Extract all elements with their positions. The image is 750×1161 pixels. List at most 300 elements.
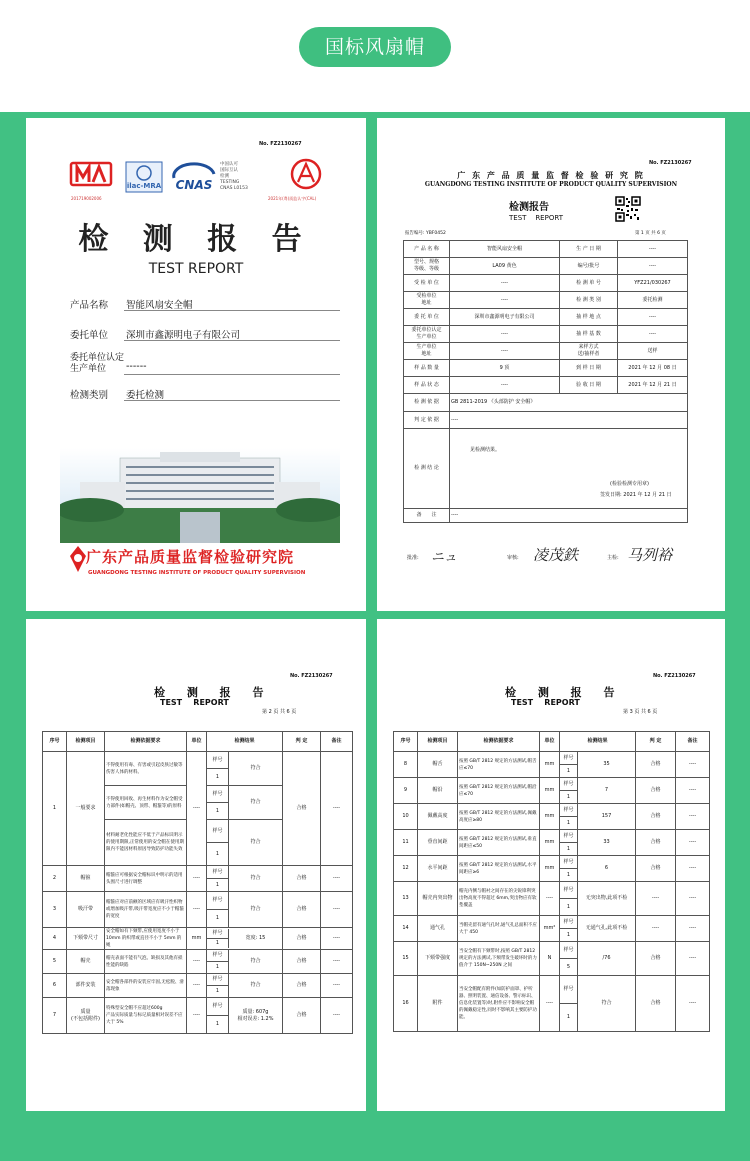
report-title-cn: 检测报告 bbox=[509, 202, 549, 213]
row-requirement: 按照 GB/T 2812 规定的方法测试,帽沿应≤70 bbox=[458, 778, 540, 804]
cnas-line: 中国认可 bbox=[220, 162, 238, 167]
sample-label: 样号 bbox=[207, 974, 228, 986]
result-cell bbox=[207, 752, 282, 785]
summary-label: 样 品 状 态 bbox=[404, 377, 450, 394]
results-page-2 bbox=[26, 619, 366, 1111]
row-judgement: 合格 bbox=[283, 998, 321, 1034]
row-number: 16 bbox=[394, 976, 418, 1032]
row-result bbox=[207, 752, 283, 786]
row-remark: ---- bbox=[321, 928, 353, 950]
row-result bbox=[207, 820, 283, 866]
ilac-mra-logo-icon bbox=[124, 160, 164, 196]
cma-logo-icon bbox=[68, 160, 114, 196]
table-row bbox=[394, 856, 710, 882]
result-value: 6 bbox=[578, 856, 636, 882]
row-item: 通气孔 bbox=[418, 916, 458, 942]
sample-number: 1 bbox=[215, 807, 220, 814]
report-title-cn: 检 测 报 告 bbox=[154, 686, 273, 699]
summary-label: 受 检 单 位 bbox=[404, 275, 450, 292]
sample-number: 1 bbox=[215, 988, 220, 994]
row-item: 一般要求 bbox=[67, 752, 105, 866]
row-requirement: 帽箍应可根据安全帽标识中明示的适用头围尺寸进行调整 bbox=[105, 866, 187, 892]
row-requirement: 按照 GB/T 2812 规定的方法测试,帽舌应≤70 bbox=[458, 752, 540, 778]
cover-title-en: TEST REPORT bbox=[148, 261, 244, 277]
sign-date: 签发日期: 2021 年 12 月 21 日 bbox=[600, 492, 672, 498]
row-unit: mm bbox=[540, 778, 560, 804]
qr-code-icon bbox=[615, 196, 641, 222]
field-value: 深圳市鑫源明电子有限公司 bbox=[124, 327, 340, 341]
sample-label: 样号 bbox=[207, 820, 228, 843]
report-number: No. FZ2130267 bbox=[649, 160, 692, 166]
column-header: 单位 bbox=[540, 732, 560, 752]
sample-label: 样号 bbox=[560, 752, 577, 765]
summary-label: 抽 样 地 点 bbox=[560, 309, 618, 326]
result-value: 符合 bbox=[250, 799, 261, 805]
row-remark: ---- bbox=[321, 998, 353, 1034]
sample-box bbox=[560, 752, 577, 777]
conclusion-label: 检 测 结 论 bbox=[404, 429, 450, 509]
summary-row bbox=[404, 326, 688, 343]
row-requirement: 帽壳内侧与帽衬之间存在的尖锐锋利突出物高度不得超过 6mm,突出物应有软垫覆盖 bbox=[458, 882, 540, 916]
summary-row bbox=[404, 377, 688, 394]
result-cell bbox=[207, 866, 282, 891]
conclusion-text: 见检测结果。 bbox=[470, 447, 501, 453]
row-unit: ---- bbox=[187, 950, 207, 974]
sample-col bbox=[207, 998, 229, 1033]
row-item: 吸汗带 bbox=[67, 892, 105, 928]
column-header: 序号 bbox=[394, 732, 418, 752]
row-judgement: 合格 bbox=[283, 928, 321, 950]
summary-value: ---- bbox=[618, 309, 688, 326]
result-value: 7 bbox=[578, 778, 636, 804]
sample-box bbox=[560, 976, 577, 1031]
sample-number: 1 bbox=[566, 931, 571, 938]
page-info: 第 2 页 共 6 页 bbox=[262, 709, 297, 715]
result-cell bbox=[207, 820, 282, 865]
row-unit: mm bbox=[540, 830, 560, 856]
summary-label: 样 品 数 量 bbox=[404, 360, 450, 377]
column-header: 单位 bbox=[187, 732, 207, 752]
row-item: 佩戴高度 bbox=[418, 804, 458, 830]
result-cell bbox=[207, 998, 282, 1033]
row-requirement: 当安全帽有下颏带时,按照 GB/T 2812 规定的方法测试,下颏带发生破坏时的力值介于 150N~250N 之间 bbox=[458, 942, 540, 976]
row-judgement: 合格 bbox=[636, 752, 676, 778]
table-row bbox=[394, 804, 710, 830]
cal-caption: 2021年(粤)质监认字(CAL) bbox=[268, 196, 317, 201]
cover-title-cn: 检 测 报 告 bbox=[78, 222, 314, 257]
sample-col bbox=[207, 892, 229, 927]
summary-value: 委托检测 bbox=[618, 292, 688, 309]
row-number: 14 bbox=[394, 916, 418, 942]
result-cell bbox=[207, 892, 282, 927]
summary-value: ---- bbox=[450, 377, 560, 394]
row-number: 12 bbox=[394, 856, 418, 882]
row-item: 部件安装 bbox=[67, 974, 105, 998]
row-requirement: 按照 GB/T 2812 规定的方法测试,水平间距应≥6 bbox=[458, 856, 540, 882]
column-header: 检测项目 bbox=[418, 732, 458, 752]
result-value: 符合 bbox=[250, 982, 261, 988]
sample-number: 1 bbox=[215, 881, 220, 888]
report-number: No. FZ2130267 bbox=[290, 673, 333, 679]
field-value: 委托检测 bbox=[124, 387, 340, 401]
page-info: 第 1 页 共 6 页 bbox=[635, 231, 666, 236]
column-header: 备注 bbox=[676, 732, 710, 752]
result-value: 符合 bbox=[578, 976, 636, 1032]
row-remark: ---- bbox=[676, 804, 710, 830]
logo-row bbox=[68, 158, 330, 206]
sample-label: 样号 bbox=[560, 856, 577, 869]
row-requirement: 安全帽如有下颏带,应使用宽度不小于 10mm 的织带或直径不小于 5mm 的绳 bbox=[105, 928, 187, 950]
summary-value: ---- bbox=[618, 241, 688, 258]
row-item: 垂直间距 bbox=[418, 830, 458, 856]
column-header: 序号 bbox=[43, 732, 67, 752]
sample-col bbox=[207, 974, 229, 997]
table-row bbox=[43, 998, 353, 1034]
column-header: 检测依据要求 bbox=[105, 732, 187, 752]
summary-value: 深圳市鑫源明电子有限公司 bbox=[450, 309, 560, 326]
column-header: 判 定 bbox=[283, 732, 321, 752]
header-band bbox=[0, 0, 750, 112]
approver-signature: ニュ bbox=[431, 550, 458, 565]
row-item: 帽壳 bbox=[67, 950, 105, 974]
row-unit: ---- bbox=[187, 752, 207, 866]
result-value: 符合 bbox=[250, 906, 261, 912]
sample-label: 样号 bbox=[560, 778, 577, 791]
institute-building-image bbox=[60, 448, 340, 543]
category-title: 国标风扇帽 bbox=[299, 27, 451, 67]
sample-col bbox=[560, 830, 578, 856]
sample-number: 1 bbox=[566, 767, 571, 774]
sample-label: 样号 bbox=[207, 892, 228, 910]
row-result bbox=[207, 998, 283, 1034]
sample-label: 样号 bbox=[207, 752, 228, 769]
row-number: 11 bbox=[394, 830, 418, 856]
row-number: 10 bbox=[394, 804, 418, 830]
review-label: 审核: bbox=[507, 555, 519, 561]
judge-label: 判 定 依 据 bbox=[404, 412, 450, 429]
row-judgement: 合格 bbox=[283, 950, 321, 974]
sample-box bbox=[560, 942, 577, 975]
summary-value: 2021 年 12 月 08 日 bbox=[618, 360, 688, 377]
row-number: 1 bbox=[43, 752, 67, 866]
row-item: 下颏带强度 bbox=[418, 942, 458, 976]
summary-row bbox=[404, 241, 688, 258]
cal-logo-icon bbox=[286, 158, 326, 194]
sample-box bbox=[560, 882, 577, 915]
table-header-row bbox=[394, 732, 710, 752]
sample-number: 1 bbox=[566, 903, 571, 910]
institute-name-cn: 广东产品质量监督检验研究院 bbox=[86, 548, 295, 566]
column-header: 检测结果 bbox=[560, 732, 636, 752]
sample-col bbox=[560, 856, 578, 882]
row-remark: ---- bbox=[321, 892, 353, 928]
result-cell bbox=[207, 786, 282, 819]
result-cell bbox=[207, 974, 282, 997]
row-judgement: 合格 bbox=[636, 804, 676, 830]
row-judgement: 合格 bbox=[636, 830, 676, 856]
sample-number: 1 bbox=[566, 793, 571, 800]
summary-label: 受检单位 地址 bbox=[404, 292, 450, 309]
field-producer bbox=[70, 354, 340, 378]
row-judgement: ---- bbox=[636, 882, 676, 916]
result-value: 符合 bbox=[250, 875, 261, 881]
column-header: 检测项目 bbox=[67, 732, 105, 752]
field-label: 委托单位认定生产单位 bbox=[70, 353, 125, 374]
results-table-2 bbox=[393, 731, 710, 1032]
row-number: 15 bbox=[394, 942, 418, 976]
sample-label: 样号 bbox=[207, 786, 228, 803]
sample-label: 样号 bbox=[560, 976, 577, 1004]
sample-number: 1 bbox=[215, 915, 220, 921]
sample-label: 样号 bbox=[207, 950, 228, 962]
sample-col bbox=[207, 752, 229, 785]
row-requirement: 按照 GB/T 2812 规定的方法测试,垂直间距应≤50 bbox=[458, 830, 540, 856]
summary-value: 智能风扇安全帽 bbox=[450, 241, 560, 258]
summary-value: ---- bbox=[618, 258, 688, 275]
sample-box bbox=[560, 830, 577, 855]
row-judgement: 合格 bbox=[636, 856, 676, 882]
summary-row bbox=[404, 360, 688, 377]
sample-col bbox=[560, 804, 578, 830]
row-item: 质量 (不包括附件) bbox=[67, 998, 105, 1034]
summary-value: YFZ21/030267 bbox=[618, 275, 688, 292]
stamp-note: (检验检测专用章) bbox=[610, 481, 649, 487]
column-header: 判 定 bbox=[636, 732, 676, 752]
summary-label: 编号/批号 bbox=[560, 258, 618, 275]
row-unit: ---- bbox=[540, 976, 560, 1032]
row-unit: ---- bbox=[187, 998, 207, 1034]
row-unit: N bbox=[540, 942, 560, 976]
field-product-name bbox=[70, 294, 340, 314]
sample-number: 1 bbox=[215, 773, 220, 780]
row-remark: ---- bbox=[676, 752, 710, 778]
row-unit: ---- bbox=[540, 882, 560, 916]
sample-number: 1 bbox=[566, 819, 571, 826]
sample-number: 1 bbox=[215, 940, 220, 946]
row-unit: ---- bbox=[187, 866, 207, 892]
table-row bbox=[394, 882, 710, 916]
row-item: 下颏带尺寸 bbox=[67, 928, 105, 950]
summary-label: 抽 样 基 数 bbox=[560, 326, 618, 343]
row-remark: ---- bbox=[321, 950, 353, 974]
summary-label: 产 品 名 称 bbox=[404, 241, 450, 258]
row-item: 帽沿 bbox=[418, 778, 458, 804]
summary-row bbox=[404, 275, 688, 292]
sample-label: 样号 bbox=[560, 804, 577, 817]
sample-box bbox=[560, 856, 577, 881]
sample-col bbox=[560, 778, 578, 804]
result-value: /76 bbox=[578, 942, 636, 976]
row-remark: ---- bbox=[676, 830, 710, 856]
result-value: 符合 bbox=[250, 765, 261, 771]
field-value: ------ bbox=[124, 361, 340, 375]
report-number: No. FZ2130267 bbox=[653, 673, 696, 679]
summary-value: ---- bbox=[450, 343, 560, 360]
summary-value: ---- bbox=[450, 275, 560, 292]
cnas-line: 国际互认 bbox=[220, 168, 238, 173]
sample-label: 样号 bbox=[560, 830, 577, 843]
row-item: 帽壳内突出物 bbox=[418, 882, 458, 916]
conclusion-cell bbox=[450, 429, 688, 509]
sample-col bbox=[207, 950, 229, 973]
row-requirement: 当安全帽配有附件(如防护面罩、护听器、照明装置、通信设备、警示标识、信息化装置等)时,附件应不影响安全帽的佩戴稳定性,同时不影响其主要防护功能。 bbox=[458, 976, 540, 1032]
result-value: 157 bbox=[578, 804, 636, 830]
row-unit: mm bbox=[540, 752, 560, 778]
row-unit: mm² bbox=[540, 916, 560, 942]
report-number: No. FZ2130267 bbox=[259, 141, 302, 147]
result-value: 符合 bbox=[250, 839, 261, 845]
sample-box bbox=[560, 916, 577, 941]
row-item: 帽箍 bbox=[67, 866, 105, 892]
summary-table bbox=[403, 240, 688, 523]
page-info: 第 3 页 共 6 页 bbox=[623, 709, 658, 715]
summary-value: LA09 黄色 bbox=[450, 258, 560, 275]
row-number: 13 bbox=[394, 882, 418, 916]
row-remark: ---- bbox=[676, 916, 710, 942]
summary-label: 委托单位认定 生产单位 bbox=[404, 326, 450, 343]
row-remark: ---- bbox=[676, 942, 710, 976]
summary-page bbox=[377, 118, 725, 611]
summary-label: 委 托 单 位 bbox=[404, 309, 450, 326]
sample-label: 样号 bbox=[207, 929, 228, 939]
sample-number: 1 bbox=[566, 871, 571, 878]
row-number: 6 bbox=[43, 974, 67, 998]
sample-col bbox=[207, 786, 229, 819]
cnas-line: CNAS L0153 bbox=[220, 186, 248, 191]
row-result bbox=[207, 928, 283, 950]
row-number: 2 bbox=[43, 866, 67, 892]
sample-col bbox=[560, 942, 578, 976]
row-result bbox=[207, 892, 283, 928]
table-row bbox=[43, 752, 353, 786]
row-result bbox=[207, 866, 283, 892]
row-judgement: 合格 bbox=[283, 752, 321, 866]
sample-col bbox=[207, 866, 229, 891]
report-id: 报告编号: YBF0452 bbox=[405, 231, 446, 236]
table-row bbox=[394, 830, 710, 856]
row-remark: ---- bbox=[321, 866, 353, 892]
row-number: 3 bbox=[43, 892, 67, 928]
cnas-line: TESTING bbox=[220, 180, 240, 185]
sample-number: 1 bbox=[215, 1021, 220, 1027]
sample-col bbox=[560, 976, 578, 1032]
result-value: 33 bbox=[578, 830, 636, 856]
row-remark: ---- bbox=[676, 856, 710, 882]
summary-value: ---- bbox=[618, 326, 688, 343]
sample-number: 1 bbox=[566, 1014, 571, 1020]
results-page-3 bbox=[377, 619, 725, 1111]
column-header: 检测结果 bbox=[207, 732, 283, 752]
table-row bbox=[43, 866, 353, 892]
table-row bbox=[43, 892, 353, 928]
table-row bbox=[394, 778, 710, 804]
row-requirement: 按照 GB/T 2812 规定的方法测试,佩戴高度应≥80 bbox=[458, 804, 540, 830]
result-value: 符合 bbox=[250, 958, 261, 964]
field-value: 智能风扇安全帽 bbox=[124, 297, 340, 311]
report-title-en: TEST REPORT bbox=[511, 698, 580, 707]
row-requirement: 不得使用回收、再生材料作为安全帽受力部件(如帽壳、顶带、帽箍等)的原料 bbox=[105, 786, 187, 820]
result-value: 质量: 607g 相对误差: 1.2% bbox=[237, 1008, 274, 1022]
result-cell bbox=[207, 929, 282, 948]
summary-label: 型号、规格 等级、等级 bbox=[404, 258, 450, 275]
field-test-type bbox=[70, 384, 340, 404]
result-cell bbox=[207, 950, 282, 973]
reviewer-signature: 凌茂鉄 bbox=[533, 546, 579, 564]
table-row bbox=[394, 942, 710, 976]
summary-label: 生 产 日 期 bbox=[560, 241, 618, 258]
row-result bbox=[207, 974, 283, 998]
institute-name-cn: 广 东 产 品 质 量 监 督 检 验 研 究 院 bbox=[457, 171, 645, 180]
row-unit: mm bbox=[187, 928, 207, 950]
row-judgement: 合格 bbox=[636, 942, 676, 976]
result-value: 35 bbox=[578, 752, 636, 778]
field-label: 产品名称 bbox=[70, 300, 109, 311]
sample-col bbox=[207, 820, 229, 865]
remark-label: 备 注 bbox=[404, 509, 450, 523]
results-table-1 bbox=[42, 731, 353, 1034]
row-remark: ---- bbox=[676, 882, 710, 916]
sample-label: 样号 bbox=[207, 998, 228, 1016]
gqi-logo-icon bbox=[68, 544, 88, 574]
sample-number: 1 bbox=[566, 845, 571, 852]
table-row bbox=[43, 950, 353, 974]
summary-row bbox=[404, 292, 688, 309]
summary-value: 送样 bbox=[618, 343, 688, 360]
row-unit: mm bbox=[540, 804, 560, 830]
row-remark: ---- bbox=[676, 778, 710, 804]
ilac-text: ilac-MRA bbox=[126, 182, 162, 190]
row-requirement: 安全帽各部件的安装应牢固,无松脱、滑落现象 bbox=[105, 974, 187, 998]
row-judgement: 合格 bbox=[283, 892, 321, 928]
row-unit: mm bbox=[540, 856, 560, 882]
summary-label: 生产单位 地址 bbox=[404, 343, 450, 360]
field-client bbox=[70, 324, 340, 344]
summary-value: 2021 年 12 月 21 日 bbox=[618, 377, 688, 394]
sample-box bbox=[560, 804, 577, 829]
summary-label: 检 测 单 号 bbox=[560, 275, 618, 292]
sample-number: 5 bbox=[566, 963, 571, 970]
institute-name-en: GUANGDONG TESTING INSTITUTE OF PRODUCT QUALITY SUPERVISION bbox=[424, 181, 678, 188]
summary-label: 检 测 类 别 bbox=[560, 292, 618, 309]
report-title-cn: 检 测 报 告 bbox=[505, 686, 624, 699]
row-unit: ---- bbox=[187, 974, 207, 998]
row-number: 7 bbox=[43, 998, 67, 1034]
row-judgement: ---- bbox=[636, 916, 676, 942]
row-remark: ---- bbox=[321, 752, 353, 866]
summary-label: 到 样 日 期 bbox=[560, 360, 618, 377]
row-result bbox=[207, 950, 283, 974]
cover-page bbox=[26, 118, 366, 611]
row-requirement: 当帽壳留有通气孔时,通气孔总面积不应大于 450 bbox=[458, 916, 540, 942]
sample-number: 1 bbox=[215, 964, 220, 970]
row-remark: ---- bbox=[321, 974, 353, 998]
summary-label: 验 收 日 期 bbox=[560, 377, 618, 394]
judge-value: ---- bbox=[450, 412, 688, 429]
row-requirement: 材料耐老化性能应不低于产品标识明示的使用期限,正常使用的安全帽在使用期限内不能因材料原因导致防护功能失效 bbox=[105, 820, 187, 866]
cnas-text: CNAS bbox=[175, 178, 213, 192]
summary-value: ---- bbox=[450, 292, 560, 309]
table-row bbox=[43, 928, 353, 950]
row-item: 帽舌 bbox=[418, 752, 458, 778]
row-remark: ---- bbox=[676, 976, 710, 1032]
summary-value: 9 顶 bbox=[450, 360, 560, 377]
cma-caption: 201719002006 bbox=[71, 196, 102, 201]
row-item: 附件 bbox=[418, 976, 458, 1032]
summary-label: 来样方式 送/抽样者 bbox=[560, 343, 618, 360]
row-requirement: 帽箍应对应前额的区域应有吸汗性织物或增加吸汗带,吸汗带宽度应不小于帽箍的宽度 bbox=[105, 892, 187, 928]
row-requirement: 特殊型安全帽不应超过600g 产品实际质量与标记质量相对误差不应大于 5% bbox=[105, 998, 187, 1034]
result-value: 宽度: 15 bbox=[245, 935, 266, 941]
